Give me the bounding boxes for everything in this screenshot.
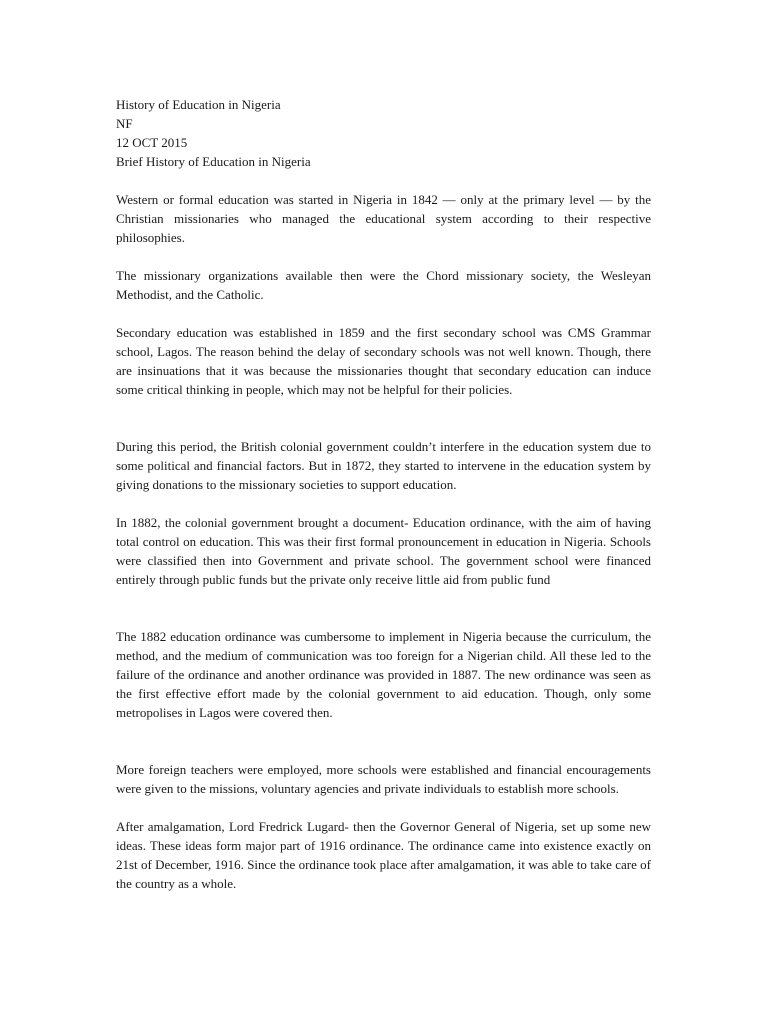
- paragraph-western-education: Western or formal education was started in Nigeria in 1842 — only at the primary level — by the Christian missionaries who managed the educational system according to their respective philosophies.: [116, 192, 651, 245]
- paragraph-1887-ordinance: The 1882 education ordinance was cumbersome to implement in Nigeria because the curriculum, the method, and the medium of communication was too foreign for a Nigerian child. All these led to the failure of the ordinance and another ordinance was provided in 1887. The new ordinance was seen as the first effective effort made by the colonial government to aid education. Though, only some metropolises in Lagos were covered then.: [116, 629, 651, 720]
- paragraph-foreign-teachers: More foreign teachers were employed, more schools were established and financial encouragements were given to the missions, voluntary agencies and private individuals to establish more schools.: [116, 762, 651, 796]
- paragraph-secondary-education: Secondary education was established in 1859 and the first secondary school was CMS Grammar school, Lagos. The reason behind the delay of secondary schools was not well known. Though, there are insinuations that it was because the missionaries thought that secondary education can induce some critical thinking in people, which may not be helpful for their policies.: [116, 325, 651, 397]
- paragraph-1882-ordinance: In 1882, the colonial government brought a document- Education ordinance, with the aim of having total control on education. This was their first formal pronouncement in education in Nigeria. Schools were classified then into Government and private school. The government school were financed entirely through public funds but the private only receive little aid from public fund: [116, 515, 651, 587]
- document-page: [116, 95, 651, 912]
- document-subtitle: Brief History of Education in Nigeria: [116, 154, 311, 169]
- author-initials: NF: [116, 116, 133, 131]
- document-title: History of Education in Nigeria: [116, 97, 281, 112]
- document-header: [116, 95, 651, 171]
- paragraph-colonial-government: During this period, the British colonial government couldn’t interfere in the education system due to some political and financial factors. But in 1872, they started to intervene in the education system by giving donations to the missionary societies to support education.: [116, 439, 651, 492]
- paragraph-missionary-organizations: The missionary organizations available then were the Chord missionary society, the Wesleyan Methodist, and the Catholic.: [116, 268, 651, 302]
- publish-date: 12 OCT 2015: [116, 135, 188, 150]
- paragraph-amalgamation: After amalgamation, Lord Fredrick Lugard- then the Governor General of Nigeria, set up some new ideas. These ideas form major part of 1916 ordinance. The ordinance came into existence exactly on 21st of December, 1916. Since the ordinance took place after amalgamation, it was able to take care of the country as a whole.: [116, 819, 651, 891]
